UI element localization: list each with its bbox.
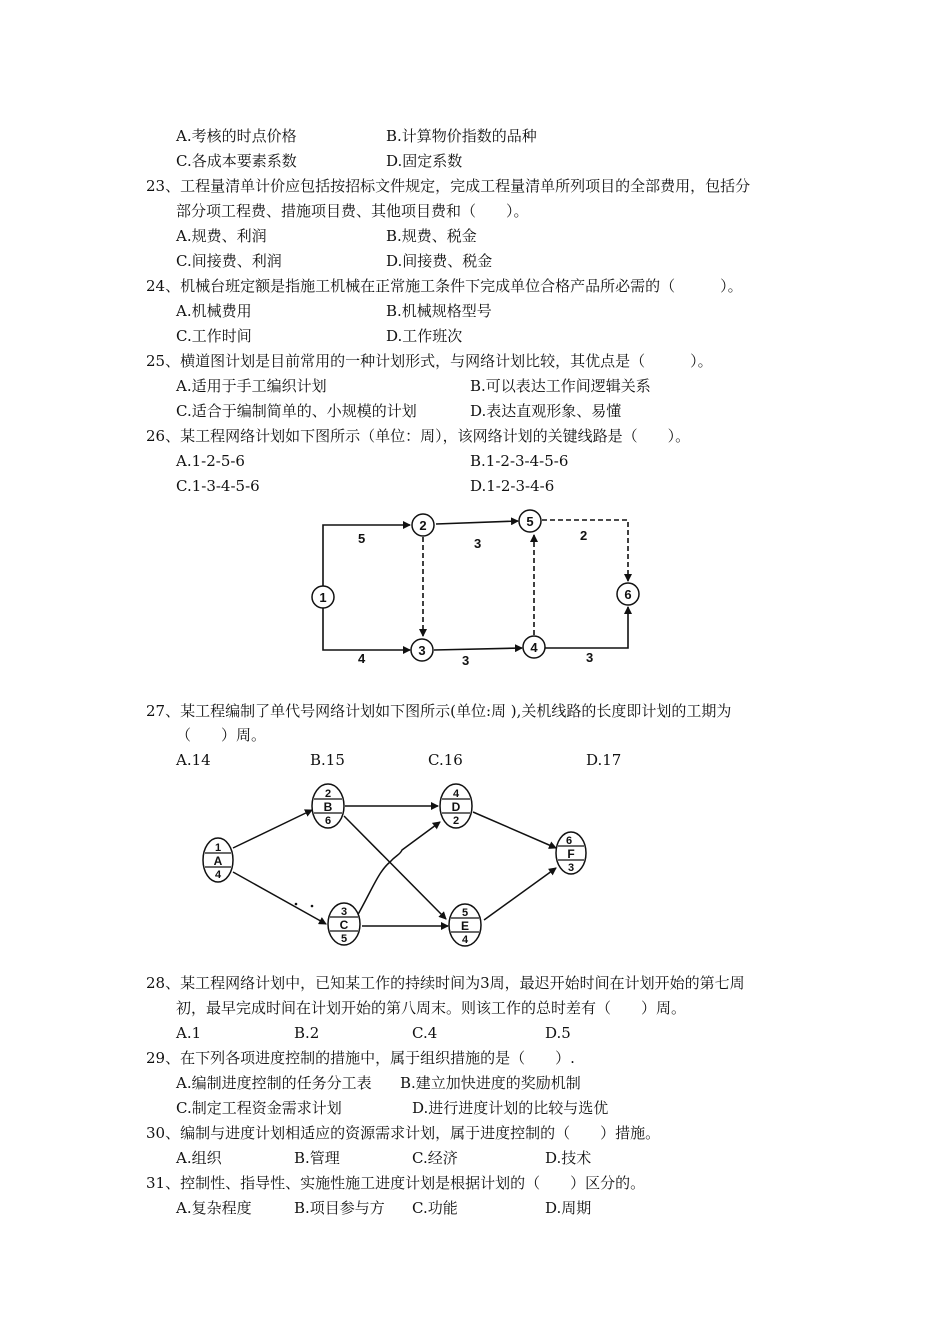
- network-node-b: [312, 784, 344, 828]
- arrow-E-F: [484, 868, 556, 920]
- q30-stem-line1: 30、编制与进度计划相适应的资源需求计划，属于进度控制的（ ）措施。: [146, 1124, 661, 1142]
- arrow-A-C: [233, 872, 326, 924]
- node-c-name: C: [339, 918, 349, 932]
- q23-option-a: A.规费、利润: [176, 227, 267, 245]
- q26-option-d: D.1-2-3-4-6: [470, 477, 555, 495]
- node-d-bottom: 2: [452, 815, 460, 827]
- q29-option-c: C.制定工程资金需求计划: [176, 1099, 342, 1117]
- q30-option-d: D.技术: [545, 1149, 592, 1167]
- node-2-label: 2: [419, 518, 427, 533]
- q30-option-b: B.管理: [294, 1149, 340, 1167]
- q28-stem-line2: 初，最早完成时间在计划开始的第八周末。则该工作的总时差有（ ）周。: [176, 999, 687, 1017]
- q29-option-d: D.进行进度计划的比较与选优: [412, 1099, 609, 1117]
- q27-option-a: A.14: [176, 751, 211, 769]
- node-5-label: 5: [526, 514, 534, 529]
- node-1-label: 1: [319, 590, 327, 605]
- node-a-bottom: 4: [214, 869, 222, 881]
- q29-stem-line1: 29、在下列各项进度控制的措施中，属于组织措施的是（ ）.: [146, 1049, 575, 1067]
- q24-option-b: B.机械规格型号: [386, 302, 492, 320]
- q23-option-b: B.规费、税金: [386, 227, 477, 245]
- q25-option-a: A.适用于手工编织计划: [176, 377, 327, 395]
- node-b-top: 2: [324, 788, 332, 800]
- q27-option-d: D.17: [586, 751, 622, 769]
- q27-option-c: C.16: [428, 751, 463, 769]
- duration-4-6: 3: [586, 650, 594, 665]
- node-f-name: F: [567, 847, 575, 861]
- network-node-d: [440, 784, 472, 828]
- node-a-name: A: [213, 854, 223, 868]
- q27-option-b: B.15: [310, 751, 345, 769]
- q24-option-a: A.机械费用: [176, 302, 252, 320]
- arrow-B-E: [344, 816, 446, 919]
- q23-stem-line1: 23、工程量清单计价应包括按招标文件规定，完成工程量清单所列项目的全部费用，包括分: [146, 177, 751, 195]
- q31-option-c: C.功能: [412, 1199, 458, 1217]
- q24-option-d: D.工作班次: [386, 327, 463, 345]
- node-3-label: 3: [418, 643, 426, 658]
- q26-option-c: C.1-3-4-5-6: [176, 477, 260, 495]
- q31-option-d: D.周期: [545, 1199, 592, 1217]
- duration-2-5: 3: [474, 536, 482, 551]
- node-f-bottom: 3: [567, 862, 575, 874]
- q22-option-b: B.计算物价指数的品种: [386, 127, 537, 145]
- network-node-a: [203, 838, 233, 882]
- q28-option-a: A.1: [176, 1024, 202, 1042]
- q23-stem-line2: 部分项工程费、措施项目费、其他项目费和（ ）。: [176, 202, 529, 220]
- q30-option-c: C.经济: [412, 1149, 458, 1167]
- node-c-top: 3: [340, 906, 348, 918]
- node-d-name: D: [451, 800, 461, 814]
- q28-option-d: D.5: [545, 1024, 571, 1042]
- q31-stem-line1: 31、控制性、指导性、实施性施工进度计划是根据计划的（ ）区分的。: [146, 1174, 646, 1192]
- network-node-c: [328, 903, 360, 945]
- q29-option-a: A.编制进度控制的任务分工表: [176, 1074, 372, 1092]
- q27-stem-line2: （ ）周。: [176, 726, 267, 744]
- q28-option-b: B.2: [294, 1024, 320, 1042]
- arrow-A-B: [233, 810, 312, 848]
- q25-option-b: B.可以表达工作间逻辑关系: [470, 377, 651, 395]
- network-node-f: [556, 832, 586, 874]
- node-a-top: 1: [214, 842, 222, 854]
- q31-option-a: A.复杂程度: [176, 1199, 252, 1217]
- duration-1-3: 4: [358, 651, 366, 666]
- node-e-name: E: [460, 919, 470, 933]
- duration-5-6: 2: [580, 528, 588, 543]
- node-e-bottom: 4: [461, 934, 469, 946]
- node-f-top: 6: [565, 835, 573, 847]
- q24-stem-line1: 24、机械台班定额是指施工机械在正常施工条件下完成单位合格产品所必需的（ ）。: [146, 277, 743, 295]
- q25-option-c: C.适合于编制简单的、小规模的计划: [176, 402, 417, 420]
- node-c-bottom: 5: [340, 933, 348, 945]
- duration-3-4: 3: [462, 653, 470, 668]
- node-6-label: 6: [624, 587, 632, 602]
- node-d-top: 4: [452, 788, 460, 800]
- q31-option-b: B.项目参与方: [294, 1199, 385, 1217]
- q23-option-d: D.间接费、税金: [386, 252, 493, 270]
- q26-option-b: B.1-2-3-4-5-6: [470, 452, 569, 470]
- node-b-bottom: 6: [324, 815, 332, 827]
- q25-stem-line1: 25、横道图计划是目前常用的一种计划形式，与网络计划比较，其优点是（ ）。: [146, 352, 713, 370]
- q27-stem-line1: 27、某工程编制了单代号网络计划如下图所示(单位:周 ),关机线路的长度即计划的工期为: [146, 702, 732, 720]
- node-4-label: 4: [530, 640, 538, 655]
- q26-stem-line1: 26、某工程网络计划如下图所示（单位：周），该网络计划的关键线路是（ ）。: [146, 427, 691, 445]
- q25-option-d: D.表达直观形象、易懂: [470, 402, 622, 420]
- network-node-e: [449, 904, 481, 946]
- q24-option-c: C.工作时间: [176, 327, 252, 345]
- q29-option-b: B.建立加快进度的奖励机制: [400, 1074, 581, 1092]
- node-b-name: B: [323, 800, 333, 814]
- q28-stem-line1: 28、某工程网络计划中，已知某工作的持续时间为3周，最迟开始时间在计划开始的第七周: [146, 974, 745, 992]
- q22-option-a: A.考核的时点价格: [176, 127, 297, 145]
- q30-option-a: A.组织: [176, 1149, 222, 1167]
- q22-option-d: D.固定系数: [386, 152, 463, 170]
- q23-option-c: C.间接费、利润: [176, 252, 282, 270]
- arrow-D-F: [473, 812, 556, 848]
- duration-1-2: 5: [358, 531, 366, 546]
- q26-option-a: A.1-2-5-6: [176, 452, 245, 470]
- node-e-top: 5: [461, 907, 469, 919]
- q28-option-c: C.4: [412, 1024, 438, 1042]
- q22-option-c: C.各成本要素系数: [176, 152, 297, 170]
